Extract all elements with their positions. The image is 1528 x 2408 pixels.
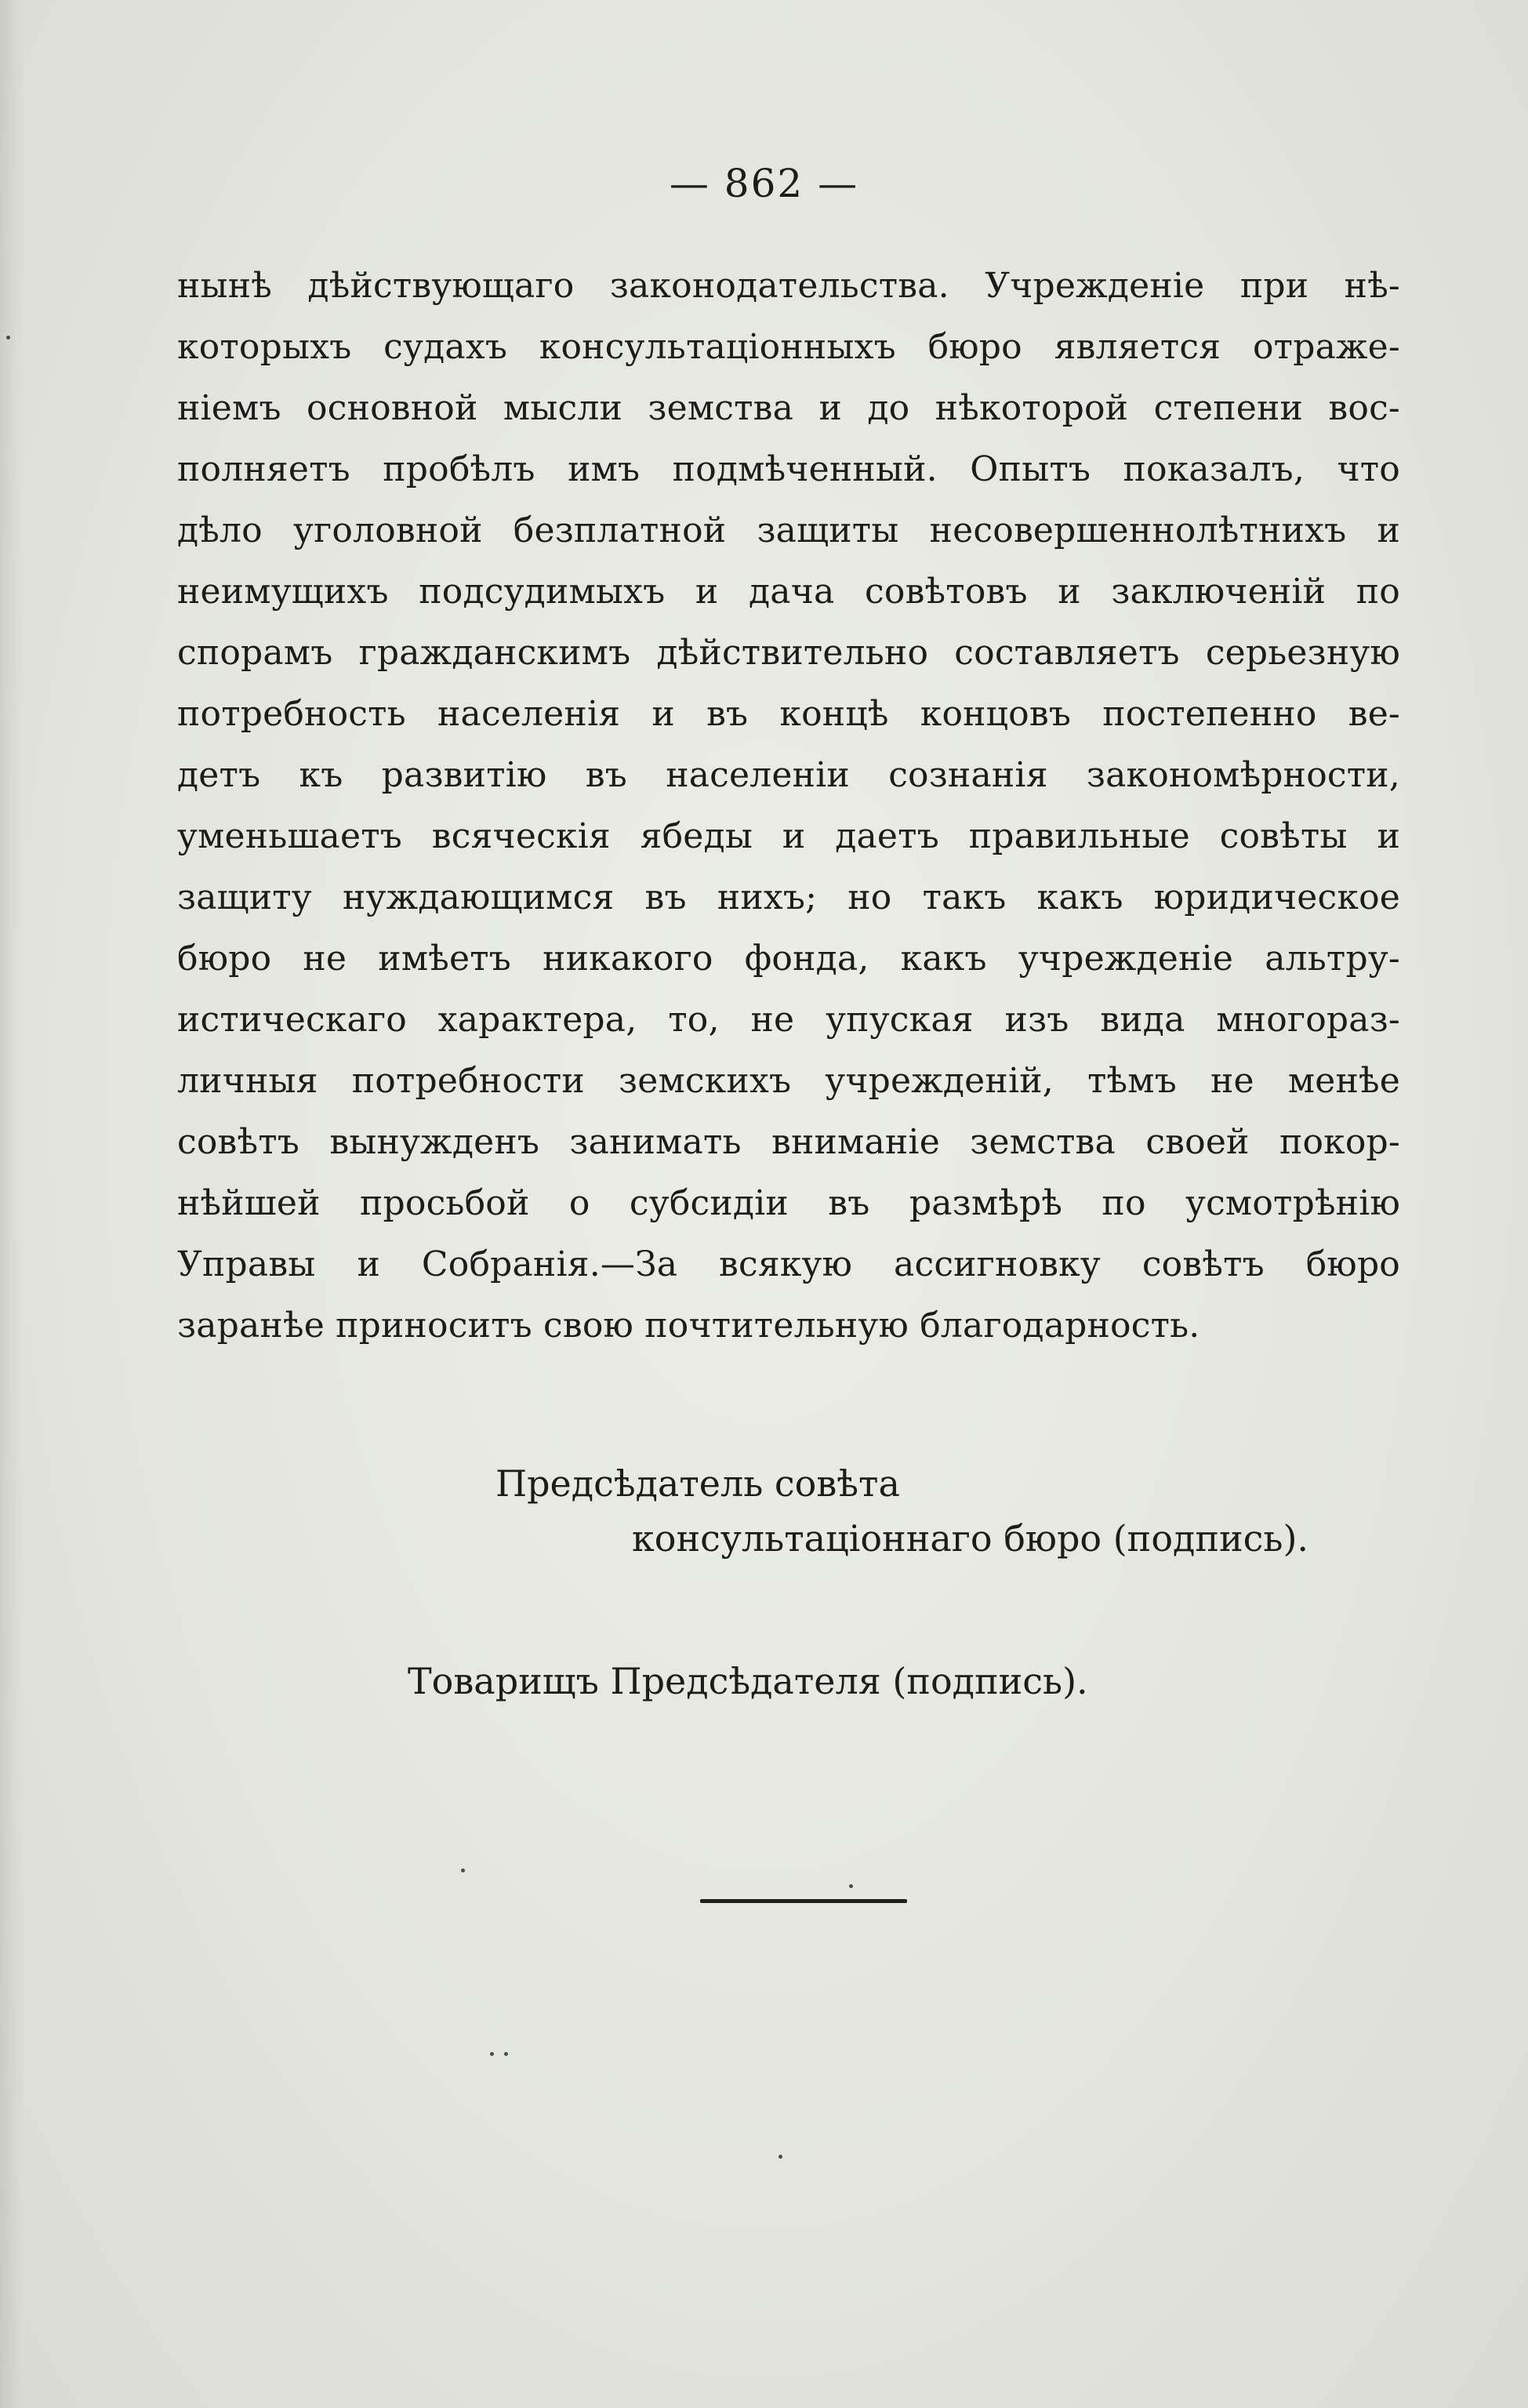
page-number: — 862 — [669,161,859,206]
print-speck [504,2052,508,2056]
text-line: личныя потребности земскихъ учрежденій, тѣмъ не менѣе [177,1061,1400,1101]
page-edge-shadow [0,0,24,2408]
text-line: Управы и Собранія.—За всякую ассигновку совѣтъ бюро [177,1244,1400,1284]
text-line: полняетъ пробѣлъ имъ подмѣченный. Опытъ показалъ, что [177,449,1400,489]
text-line: ніемъ основной мысли земства и до нѣкоторой степени вос- [177,388,1400,428]
text-line: которыхъ судахъ консультаціонныхъ бюро является отраже- [177,327,1400,367]
text-line: потребность населенія и въ концѣ концовъ постепенно ве- [177,694,1400,734]
deputy-chairman-signature: Товарищъ Предсѣдателя (подпись). [408,1660,1088,1702]
text-line: спорамъ гражданскимъ дѣйствительно составляетъ серьезную [177,633,1400,673]
text-line: уменьшаетъ всяческія ябеды и даетъ правильные совѣты и [177,816,1400,856]
text-line: совѣтъ вынужденъ занимать вниманіе земства своей покор- [177,1122,1400,1162]
text-line: нѣйшей просьбой о субсидіи въ размѣрѣ по усмотрѣнію [177,1183,1400,1223]
text-line: детъ къ развитію въ населеніи сознанія закономѣрности, [177,755,1400,795]
body-paragraph [177,256,1400,1357]
text-line: дѣло уголовной безплатной защиты несовершеннолѣтнихъ и [177,510,1400,550]
print-speck [849,1884,853,1888]
text-line: истическаго характера, то, не упуская изъ вида многораз- [177,1000,1400,1040]
chairman-title: Предсѣдатель совѣта [495,1462,900,1505]
chairman-bureau-signature: консультаціоннаго бюро (подпись). [632,1517,1309,1560]
print-speck [6,336,10,340]
print-speck [779,2155,782,2159]
text-line-last: заранѣе приноситъ свою почтительную благодарность. [177,1306,1200,1346]
closing-rule [700,1899,907,1903]
print-speck [490,2052,494,2056]
text-line: неимущихъ подсудимыхъ и дача совѣтовъ и заключеній по [177,572,1400,612]
text-line: нынѣ дѣйствующаго законодательства. Учрежденіе при нѣ- [177,266,1400,306]
print-speck [461,1869,465,1872]
text-line: защиту нуждающимся въ нихъ; но такъ какъ юридическое [177,877,1400,917]
text-line: бюро не имѣетъ никакого фонда, какъ учрежденіе альтру- [177,939,1400,979]
